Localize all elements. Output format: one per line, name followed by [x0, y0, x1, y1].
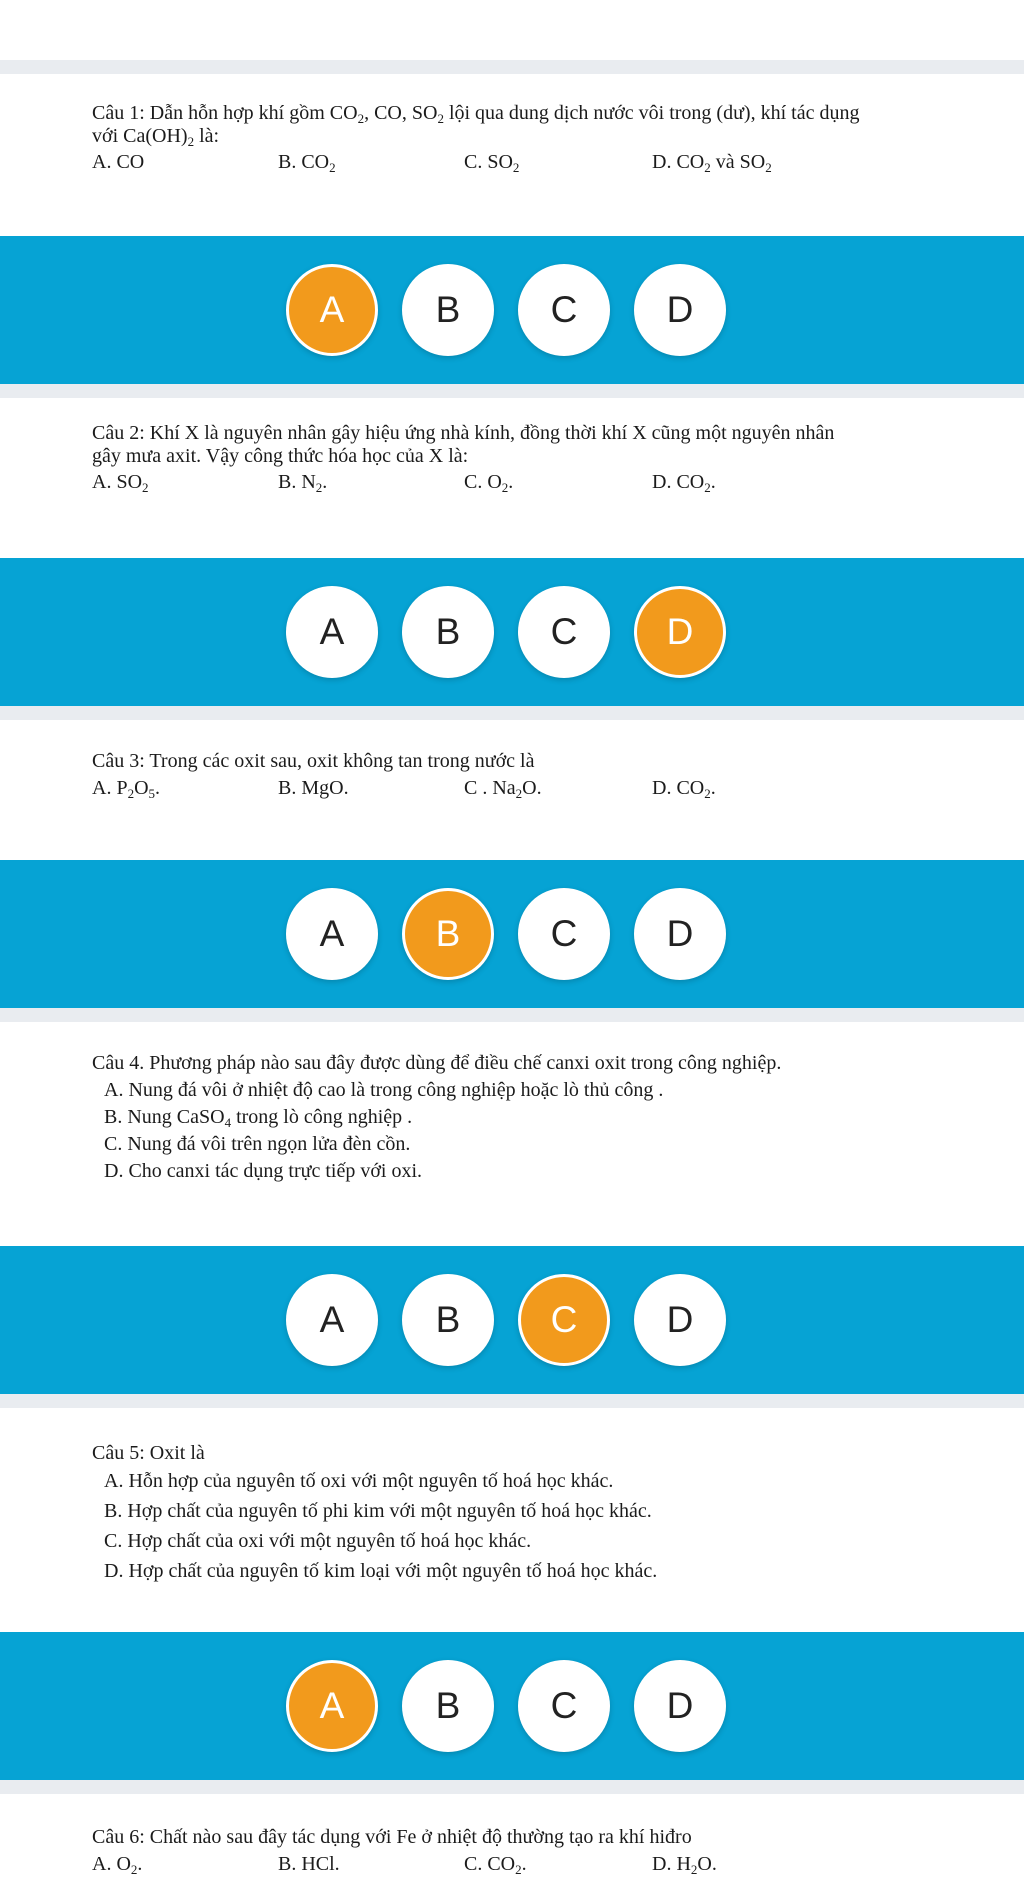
option-c: C. Hợp chất của oxi với một nguyên tố hoá học khác.: [104, 1530, 532, 1552]
answer-band-4: [0, 1246, 1024, 1394]
option-d: D. Hợp chất của nguyên tố kim loại với một nguyên tố hoá học khác.: [104, 1560, 658, 1582]
option-c: C . $Na_2O$.: [464, 777, 542, 801]
option-d: D. $H_2O$.: [652, 1853, 717, 1877]
option-a: A. Nung đá vôi ở nhiệt độ cao là trong công nghiệp hoặc lò thủ công .: [104, 1079, 664, 1101]
answer-button-c[interactable]: C: [518, 264, 610, 356]
question-text-3: [92, 750, 984, 773]
question-text-4: [92, 1052, 984, 1075]
answer-button-c[interactable]: C: [518, 586, 610, 678]
answer-button-c[interactable]: C: [518, 1660, 610, 1752]
answer-button-b[interactable]: B: [402, 1274, 494, 1366]
options-list-4: [92, 1077, 984, 1185]
question-line: gây mưa axit. Vậy công thức hóa học của X là:: [92, 445, 469, 467]
option-c: C. Nung đá vôi trên ngọn lửa đèn cồn.: [104, 1133, 411, 1155]
option-a: A. CO: [92, 151, 145, 173]
answer-button-a[interactable]: A: [286, 888, 378, 980]
question-card-3: [0, 720, 1024, 860]
answer-button-c[interactable]: C: [518, 1274, 610, 1366]
option-a: A. Hỗn hợp của nguyên tố oxi với một nguyên tố hoá học khác.: [104, 1470, 614, 1492]
answer-button-a[interactable]: A: [286, 264, 378, 356]
answer-band-3: [0, 860, 1024, 1008]
answer-band-2: [0, 558, 1024, 706]
option-d: D. $CO_2$.: [652, 777, 716, 801]
answer-button-a[interactable]: A: [286, 1660, 378, 1752]
option-b: B. MgO.: [278, 777, 349, 799]
answer-button-d[interactable]: D: [634, 1660, 726, 1752]
question-line: Câu 4. Phương pháp nào sau đây được dùng để điều chế canxi oxit trong công nghiệp.: [92, 1052, 782, 1074]
option-b: B. Nung CaSO$_4$ trong lò công nghiệp .: [104, 1106, 413, 1130]
top-separator: [0, 60, 1024, 74]
question-line: Câu 2: Khí X là nguyên nhân gây hiệu ứng nhà kính, đồng thời khí X cũng một nguyên nhân: [92, 422, 835, 444]
question-card-4: [0, 1022, 1024, 1246]
option-a: A. $P_2O_5$.: [92, 777, 161, 801]
answer-button-d[interactable]: D: [634, 888, 726, 980]
answer-button-d[interactable]: D: [634, 586, 726, 678]
question-card-6: [0, 1794, 1024, 1886]
question-text-5: [92, 1442, 984, 1465]
answer-button-b[interactable]: B: [402, 888, 494, 980]
option-c: C. $SO_2$: [464, 151, 520, 175]
answer-button-d[interactable]: D: [634, 264, 726, 356]
answer-button-b[interactable]: B: [402, 1660, 494, 1752]
options-list-5: [92, 1466, 984, 1586]
answer-band-5: [0, 1632, 1024, 1780]
option-c: C. $O_2$.: [464, 471, 514, 495]
separator: [0, 1780, 1024, 1794]
separator: [0, 1394, 1024, 1408]
answer-button-a[interactable]: A: [286, 586, 378, 678]
answer-button-b[interactable]: B: [402, 264, 494, 356]
option-c: C. $CO_2$.: [464, 1853, 527, 1877]
option-a: A. $SO_2$: [92, 471, 149, 495]
option-a: A. $O_2$.: [92, 1853, 143, 1877]
answer-button-c[interactable]: C: [518, 888, 610, 980]
question-card-1: [0, 74, 1024, 234]
question-card-5: [0, 1408, 1024, 1632]
question-line: Câu 1: Dẫn hỗn hợp khí gồm $CO_2$, CO, $SO_2$ lội qua dung dịch nước vôi trong (dư), khí tác dụng: [92, 102, 860, 126]
option-d: D. $CO_2$.: [652, 471, 716, 495]
answer-button-d[interactable]: D: [634, 1274, 726, 1366]
option-b: B. Hợp chất của nguyên tố phi kim với một nguyên tố hoá học khác.: [104, 1500, 652, 1522]
separator: [0, 1008, 1024, 1022]
option-b: B. HCl.: [278, 1853, 340, 1875]
question-line: Câu 5: Oxit là: [92, 1442, 205, 1464]
question-text-2: [92, 422, 984, 468]
question-line: với $Ca(OH)_2$ là:: [92, 125, 220, 149]
separator: [0, 706, 1024, 720]
separator: [0, 384, 1024, 398]
option-d: D. $CO_2$ và $SO_2$: [652, 151, 772, 175]
option-b: B. $N_2$.: [278, 471, 328, 495]
answer-button-b[interactable]: B: [402, 586, 494, 678]
option-d: D. Cho canxi tác dụng trực tiếp với oxi.: [104, 1160, 423, 1182]
answer-button-a[interactable]: A: [286, 1274, 378, 1366]
question-card-2: [0, 398, 1024, 558]
option-b: B. $CO_2$: [278, 151, 336, 175]
answer-band-1: [0, 236, 1024, 384]
question-line: Câu 6: Chất nào sau đây tác dụng với Fe ở nhiệt độ thường tạo ra khí hiđro: [92, 1826, 692, 1848]
question-text-1: [92, 102, 984, 148]
question-line: Câu 3: Trong các oxit sau, oxit không tan trong nước là: [92, 750, 535, 772]
question-text-6: [92, 1826, 984, 1849]
